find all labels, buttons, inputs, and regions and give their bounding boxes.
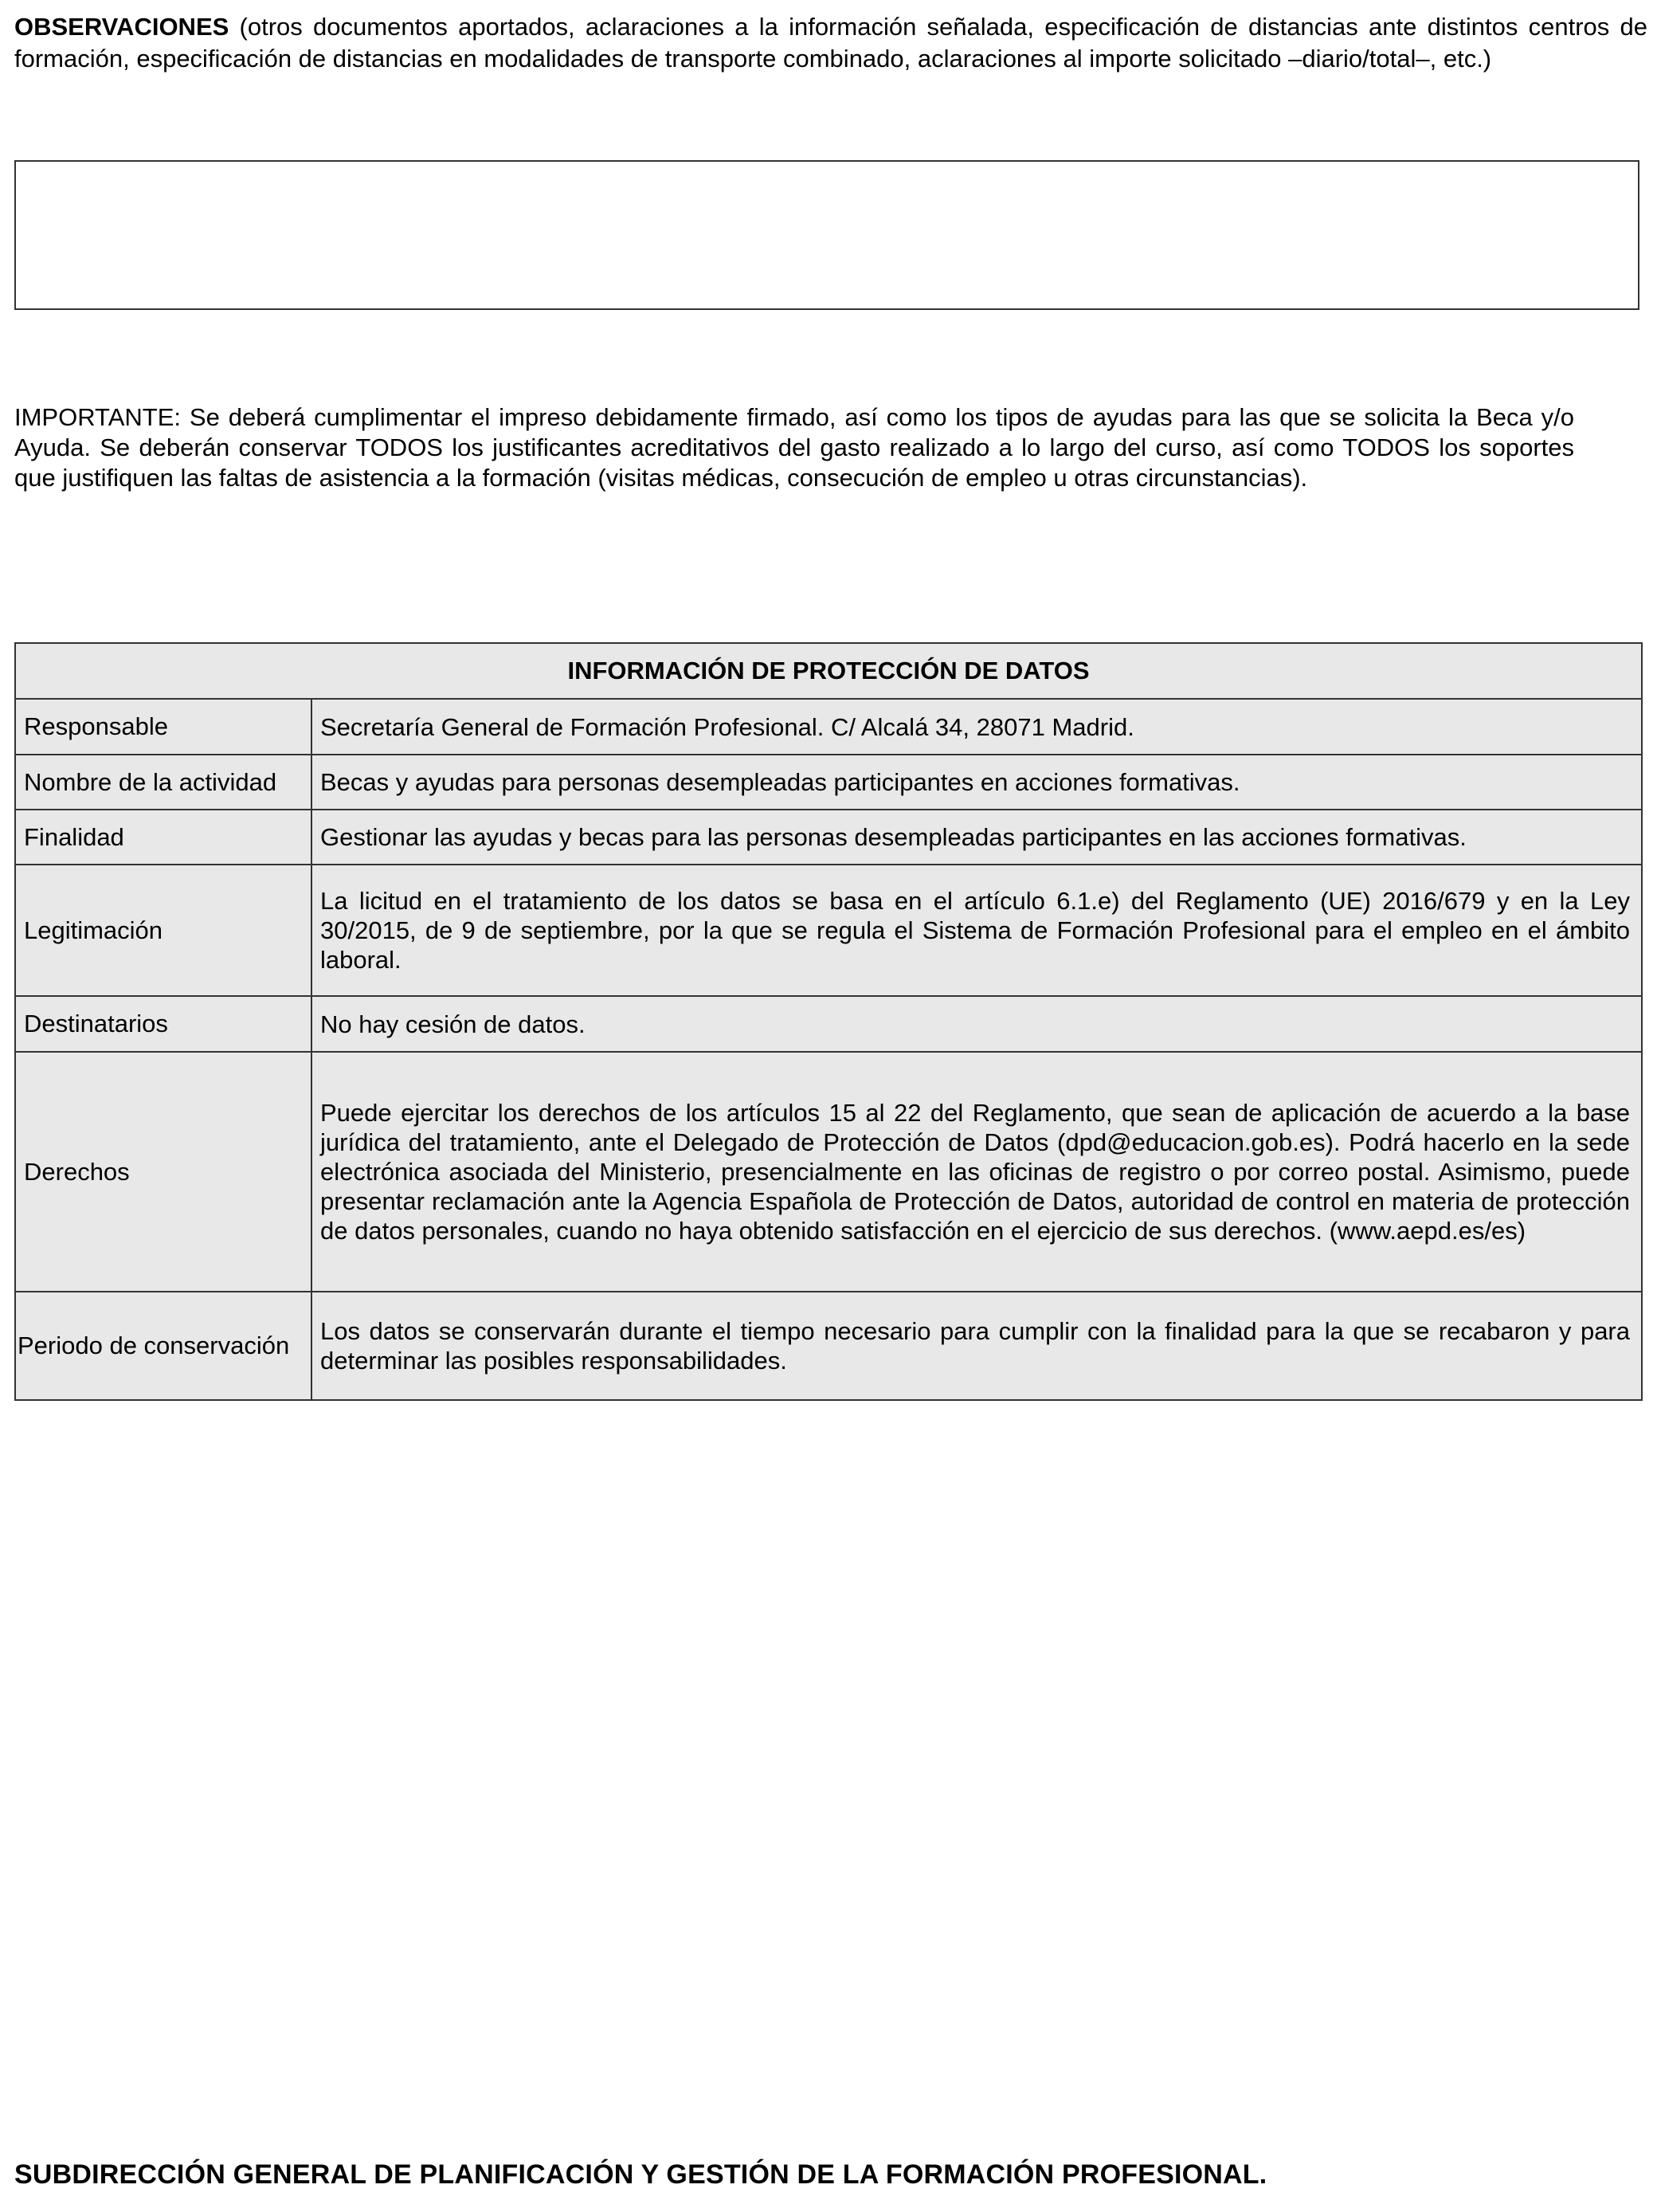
row-label-conservacion: Periodo de conservación bbox=[15, 1292, 311, 1400]
row-label-derechos: Derechos bbox=[15, 1052, 311, 1292]
table-row bbox=[15, 1292, 1642, 1400]
row-label-legitimacion: Legitimación bbox=[15, 865, 311, 996]
row-label-responsable: Responsable bbox=[15, 699, 311, 755]
data-protection-table bbox=[14, 642, 1643, 1401]
observaciones-description: (otros documentos aportados, aclaraciones a la información señalada, especificación de distancias ante distintos centros de formación, especificación de distancias en modalidades de transporte combinado, aclaraciones al importe solicitado –diario/total–, etc.) bbox=[14, 13, 1647, 73]
observaciones-text bbox=[14, 11, 1647, 75]
data-protection-header: INFORMACIÓN DE PROTECCIÓN DE DATOS bbox=[15, 643, 1642, 699]
table-row bbox=[15, 996, 1642, 1052]
observaciones-input-box[interactable] bbox=[14, 160, 1639, 310]
row-value-destinatarios: No hay cesión de datos. bbox=[311, 996, 1642, 1052]
table-row bbox=[15, 1052, 1642, 1292]
importante-notice: IMPORTANTE: Se deberá cumplimentar el impreso debidamente firmado, así como los tipos de ayudas para las que se solicita la Beca y/o Ayuda. Se deberán conservar TODOS los justificantes acreditativos del gasto realizado a lo largo del curso, así como TODOS los soportes que justifiquen las faltas de asistencia a la formación (visitas médicas, consecución de empleo u otras circunstancias). bbox=[14, 403, 1574, 492]
table-row bbox=[15, 865, 1642, 996]
row-label-destinatarios: Destinatarios bbox=[15, 996, 311, 1052]
table-row bbox=[15, 755, 1642, 810]
footer-department: SUBDIRECCIÓN GENERAL DE PLANIFICACIÓN Y GESTIÓN DE LA FORMACIÓN PROFESIONAL. bbox=[14, 2159, 1267, 2190]
row-value-responsable: Secretaría General de Formación Profesional. C/ Alcalá 34, 28071 Madrid. bbox=[311, 699, 1642, 755]
row-value-derechos: Puede ejercitar los derechos de los artículos 15 al 22 del Reglamento, que sean de aplicación de acuerdo a la base jurídica del tratamiento, ante el Delegado de Protección de Datos (dpd@educacion.gob.es). Podrá hacerlo en la sede electrónica asociada del Ministerio, presencialmente en las oficinas de registro o por correo postal. Asimismo, puede presentar reclamación ante la Agencia Española de Protección de Datos, autoridad de control en materia de protección de datos personales, cuando no haya obtenido satisfacción en el ejercicio de sus derechos. (www.aepd.es/es) bbox=[311, 1052, 1642, 1292]
row-label-finalidad: Finalidad bbox=[15, 810, 311, 865]
row-value-conservacion: Los datos se conservarán durante el tiempo necesario para cumplir con la finalidad para la que se recabaron y para determinar las posibles responsabilidades. bbox=[311, 1292, 1642, 1400]
row-value-finalidad: Gestionar las ayudas y becas para las personas desempleadas participantes en las acciones formativas. bbox=[311, 810, 1642, 865]
table-row bbox=[15, 699, 1642, 755]
row-value-actividad: Becas y ayudas para personas desempleadas participantes en acciones formativas. bbox=[311, 755, 1642, 810]
table-row bbox=[15, 810, 1642, 865]
observaciones-title: OBSERVACIONES bbox=[14, 13, 229, 41]
row-label-actividad: Nombre de la actividad bbox=[15, 755, 311, 810]
row-value-legitimacion: La licitud en el tratamiento de los datos se basa en el artículo 6.1.e) del Reglamento (UE) 2016/679 y en la Ley 30/2015, de 9 de septiembre, por la que se regula el Sistema de Formación Profesional para el empleo en el ámbito laboral. bbox=[311, 865, 1642, 996]
